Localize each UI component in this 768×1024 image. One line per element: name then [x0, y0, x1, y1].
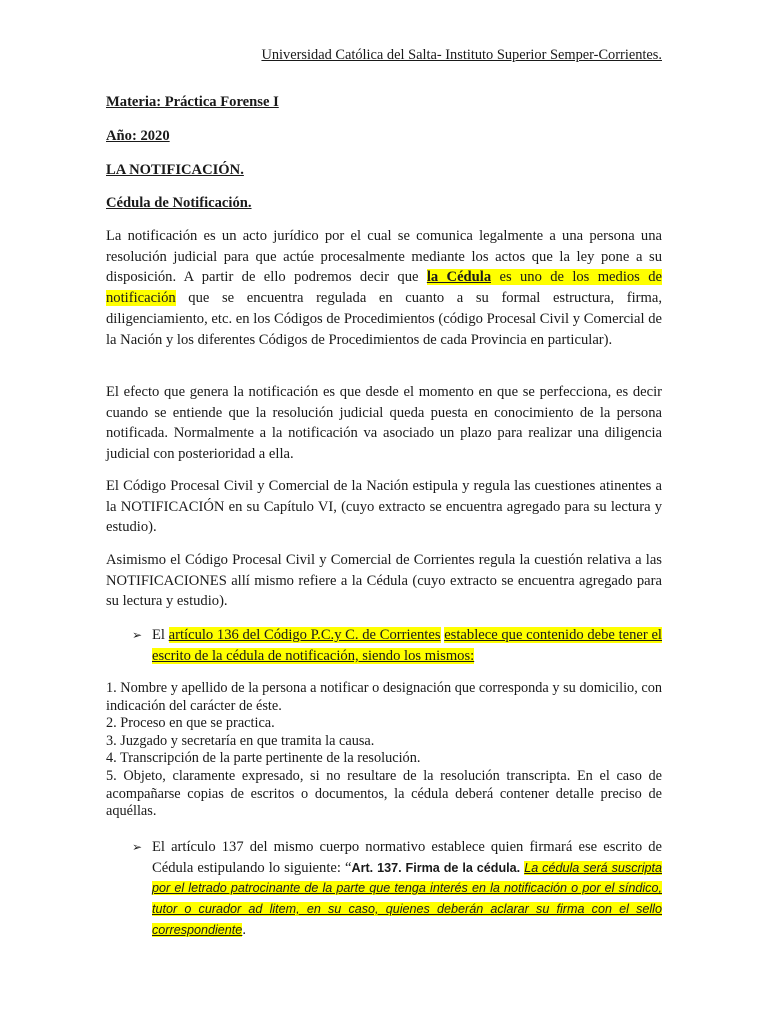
highlight-contenido: establece que contenido debe tener el escrito de la cédula de notificación, siendo los mismos: — [152, 627, 662, 664]
requirements-list — [106, 680, 662, 821]
list-item: 4. Transcripción de la parte pertinente de la resolución. — [106, 750, 421, 767]
highlight-medios: es uno de los medios de notificación — [106, 269, 662, 307]
highlight-quote-137: La cédula será suscripta por el letrado patrocinante de la parte que tenga interés en la notificación o por el síndico, tutor o curador ad litem, en su caso, quienes deberán aclarar su firma con el sello correspondiente — [152, 860, 662, 937]
paragraph-3: El Código Procesal Civil y Comercial de la Nación estipula y regula las cuestiones atinentes a la NOTIFICACIÓN en su Capítulo VI, (cuyo extracto se encuentra agregado para su lectura y estudio). — [106, 478, 662, 536]
paragraph-2: El efecto que genera la notificación es que desde el momento en que se perfecciona, es decir cuando se entiende que la resolución judicial queda puesta en conocimiento de la persona notificada. Normalmente a la notificación va asociado un plazo para realizar una diligencia judicial con posterioridad a ella. — [106, 384, 662, 463]
year-heading: Año: 2020 — [106, 128, 170, 144]
list-item: 5. Objeto, claramente expresado, si no resultare de la resolución transcripta. En el caso de acompañarse copias de escritos o documentos, la cédula deberá contener detalle preciso de aquéllas. — [106, 767, 662, 820]
page-header: Universidad Católica del Salta- Instituto Superior Semper-Corrientes. — [261, 47, 662, 63]
bullet-article-136 — [132, 625, 662, 666]
paragraph-1-text-b: que se encuentra regulada en cuanto a su formal estructura, firma, diligenciamiento, etc. en los Códigos de Procedimientos (código Procesal Civil y Comercial de la Nación y los diferentes Códigos de Procedimientos de cada Provincia en particular). — [106, 290, 662, 348]
paragraph-4: Asimismo el Código Procesal Civil y Comercial de Corrientes regula la cuestión relativa a las NOTIFICACIONES allí mismo refiere a la Cédula (cuyo extracto se encuentra agregado para su lectura y estudio). — [106, 552, 662, 610]
subject-heading: Materia: Práctica Forense I — [106, 94, 279, 110]
highlight-articulo-136: artículo 136 del Código P.C.y C. de Corrientes — [168, 627, 441, 643]
title-heading: LA NOTIFICACIÓN. — [106, 162, 244, 178]
paragraph-1 — [106, 226, 662, 350]
arrow-bullet-icon: ➢ — [132, 628, 143, 642]
list-item: 1. Nombre y apellido de la persona a notificar o designación que corresponda y su domicilio, con indicación del carácter de éste. — [106, 680, 662, 714]
bullet-2-pre: El artículo 137 del mismo cuerpo normativo establece quien firmará ese escrito de Cédula estipulando lo siguiente: “ — [152, 839, 662, 876]
bullet-1-pre: El — [152, 627, 169, 643]
list-item: 2. Proceso en que se practica. — [106, 715, 275, 732]
subtitle-heading: Cédula de Notificación. — [106, 195, 252, 211]
highlight-la-cedula: la Cédula — [426, 269, 492, 286]
bullet-article-137 — [132, 837, 662, 941]
paragraph-1-text-a: La notificación es un acto jurídico por el cual se comunica legalmente a una persona una resolución judicial para que actúe procesalmente mediante los actos que la ley pone a su disposición. A partir de ello podremos decir que — [106, 228, 662, 286]
arrow-bullet-icon: ➢ — [132, 840, 143, 854]
article-137-label: Art. 137. Firma de la cédula. — [351, 860, 521, 875]
list-item: 3. Juzgado y secretaría en que tramita la causa. — [106, 732, 375, 749]
bullet-2-end: . — [242, 921, 246, 938]
